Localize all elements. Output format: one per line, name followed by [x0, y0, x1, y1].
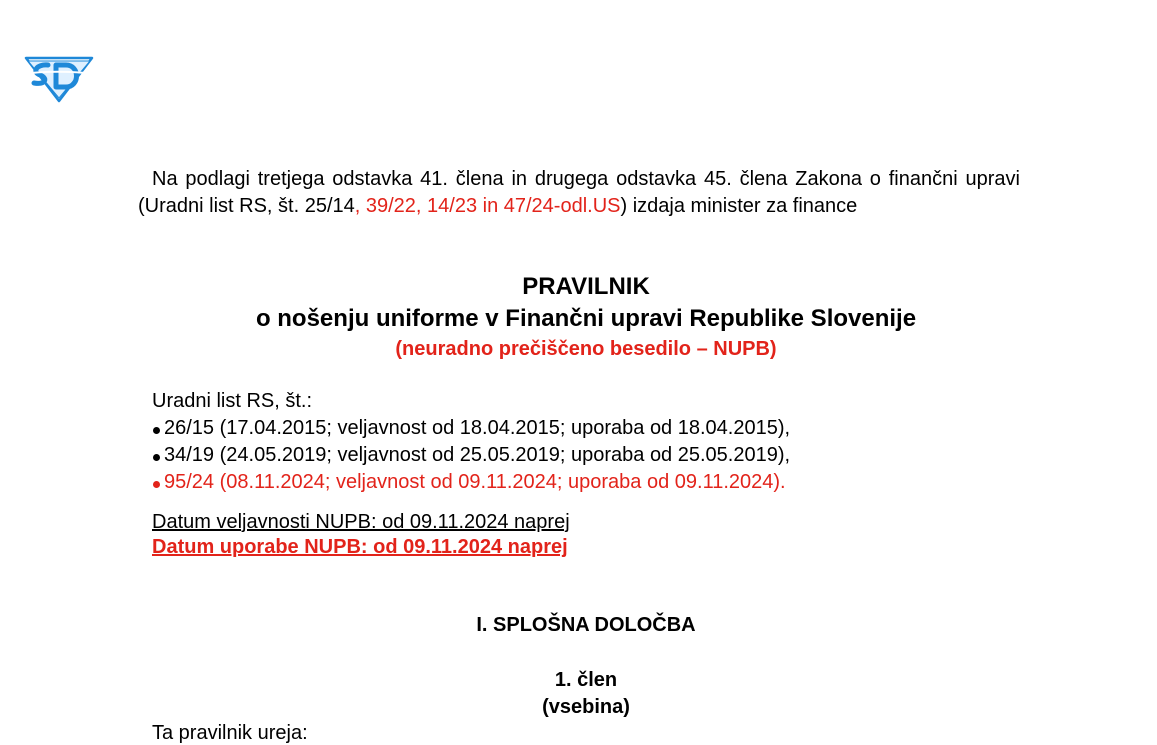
intro-text: Na podlagi tretjega odstavka 41. člena in drugega odstavka 45. člena Zakona o finančni upravi (Uradni list RS, št. 25/14: [138, 168, 1020, 217]
article-title: (vsebina): [542, 696, 630, 718]
intro-amendments: , 39/22, 14/23 in 47/24-odl.US: [354, 195, 621, 217]
financial-administration-logo: [22, 49, 96, 103]
validity-date: Datum veljavnosti NUPB: od 09.11.2024 naprej: [152, 511, 570, 533]
gazette-references: [152, 388, 790, 496]
gazette-list: [152, 415, 790, 496]
article-number: 1. člen: [554, 669, 618, 691]
gazette-item: 95/24 (08.11.2024; veljavnost od 09.11.2024; uporaba od 09.11.2024).: [152, 469, 790, 496]
document-title-block: [0, 271, 1157, 363]
validity-block: [152, 510, 570, 560]
use-date: Datum uporabe NUPB: od 09.11.2024 naprej: [152, 536, 568, 558]
section-heading: I. SPLOŠNA DOLOČBA: [476, 614, 696, 636]
intro-paragraph: [138, 166, 1020, 220]
gazette-heading: Uradni list RS, št.:: [152, 390, 313, 412]
document-subtitle: o nošenju uniforme v Finančni upravi Republike Slovenije: [255, 305, 917, 332]
article-text: Ta pravilnik ureja:: [152, 722, 308, 744]
document-title: PRAVILNIK: [522, 273, 650, 300]
intro-text-end: ) izdaja minister za finance: [620, 195, 858, 217]
gazette-item: 34/19 (24.05.2019; veljavnost od 25.05.2019; uporaba od 25.05.2019),: [152, 442, 790, 469]
document-note: (neuradno prečiščeno besedilo – NUPB): [395, 338, 777, 360]
gazette-item: 26/15 (17.04.2015; veljavnost od 18.04.2015; uporaba od 18.04.2015),: [152, 415, 790, 442]
